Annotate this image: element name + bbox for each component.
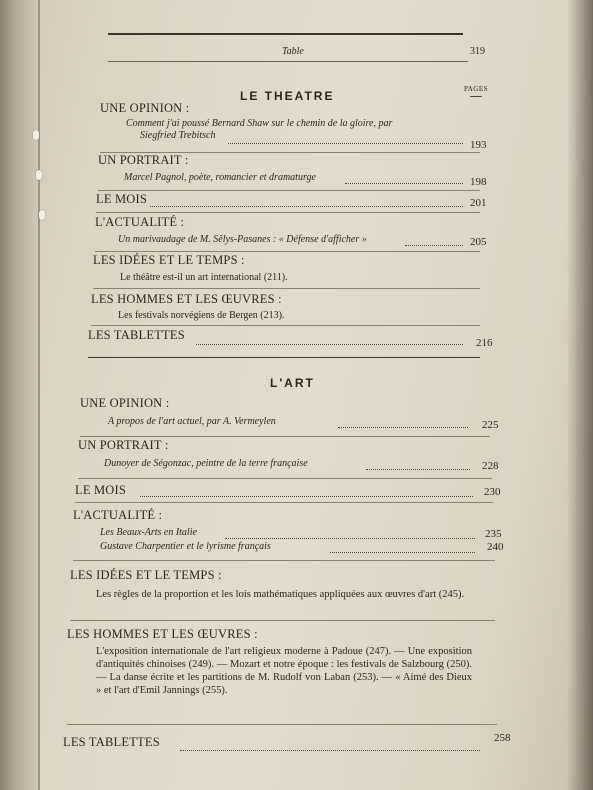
entry-separator [78,478,492,479]
theatre-opinion-page: 193 [470,139,487,151]
art-hommes-heading: LES HOMMES ET LES ŒUVRES : [67,627,258,641]
theatre-actualite-line: Un marivaudage de M. Sêlys-Pasanes : « Défense d'afficher » [118,234,367,245]
theatre-opinion-heading: UNE OPINION : [100,101,190,115]
theatre-idees-line: Le théâtre est-il un art international (211). [120,272,288,283]
theatre-hommes-heading: LES HOMMES ET LES ŒUVRES : [91,292,282,306]
entry-separator [80,436,490,437]
dot-leader [345,183,463,184]
entry-separator [96,212,480,213]
theatre-idees-heading: LES IDÉES ET LE TEMPS : [93,253,245,267]
theatre-actualite-page: 205 [470,236,487,248]
art-opinion-page: 225 [482,419,499,431]
entry-separator [67,724,497,725]
theatre-tablettes-heading: LES TABLETTES [88,328,185,342]
header-separator [108,61,468,62]
theatre-portrait-page: 198 [470,176,487,188]
art-hommes-paragraph: L'exposition internationale de l'art religieux moderne à Padoue (247). — Une exposition d'antiquités chinoises (249). — Mozart et notre époque : les festivals de Salzbourg (250). — La danse écrite et les partitions de M. Rudolf von Laban (253). — « Aimé des Dieux » et l'art d'Emil Jannings (255). [96,646,472,696]
art-idees-paragraph: Les règles de la proportion et les lois mathématiques appliquées aux œuvres d'art (245). [96,589,465,600]
header-rule [108,33,463,35]
entry-separator [75,502,493,503]
art-actualite-page1: 235 [485,528,502,540]
art-idees-heading: LES IDÉES ET LE TEMPS : [70,568,222,582]
art-portrait-page: 228 [482,460,499,472]
dot-leader [338,427,468,428]
art-mois-heading: LE MOIS [75,483,127,497]
dot-leader [150,206,463,207]
theatre-portrait-heading: UN PORTRAIT : [98,153,189,167]
art-tablettes-heading: LES TABLETTES [63,735,160,749]
theatre-opinion-line1: Comment j'ai poussé Bernard Shaw sur le chemin de la gloire, par [126,118,393,129]
running-title: Table [282,46,304,57]
dot-leader [330,552,475,553]
theatre-portrait-line: Marcel Pagnol, poète, romancier et dramaturge [124,172,316,183]
section-title-theatre: LE THEATRE [240,89,335,103]
art-actualite-line2: Gustave Charpentier et le lyrisme français [100,541,271,552]
theatre-tablettes-page: 216 [476,337,493,349]
dot-leader [196,344,463,345]
entry-separator [95,251,480,252]
art-opinion-heading: UNE OPINION : [80,396,170,410]
art-mois-page: 230 [484,486,501,498]
section-separator [88,357,480,358]
theatre-hommes-line: Les festivals norvégiens de Bergen (213). [118,310,285,321]
art-actualite-heading: L'ACTUALITÉ : [73,508,163,522]
dot-leader [180,750,480,751]
art-actualite-page2: 240 [487,541,504,553]
entry-separator [98,190,480,191]
entry-separator [70,620,495,621]
section-title-art: L'ART [270,376,315,390]
theatre-mois-heading: LE MOIS [96,192,148,206]
pages-column-label: PAGES [464,85,489,93]
entry-separator [93,288,480,289]
art-tablettes-page: 258 [494,732,511,744]
art-portrait-heading: UN PORTRAIT : [78,438,169,452]
art-portrait-line: Dunoyer de Ségonzac, peintre de la terre française [104,458,308,469]
theatre-actualite-heading: L'ACTUALITÉ : [95,215,185,229]
dot-leader [225,538,475,539]
dot-leader [228,143,463,144]
pages-column-rule [470,96,482,97]
page-number: 319 [470,46,485,57]
art-actualite-line1: Les Beaux-Arts en Italie [100,527,197,538]
theatre-mois-page: 201 [470,197,487,209]
dot-leader [405,245,463,246]
dot-leader [140,496,473,497]
entry-separator [73,560,495,561]
entry-separator [91,325,480,326]
art-opinion-line: A propos de l'art actuel, par A. Vermeylen [108,416,276,427]
dot-leader [366,469,470,470]
theatre-opinion-line2: Siegfried Trebitsch [140,130,216,141]
